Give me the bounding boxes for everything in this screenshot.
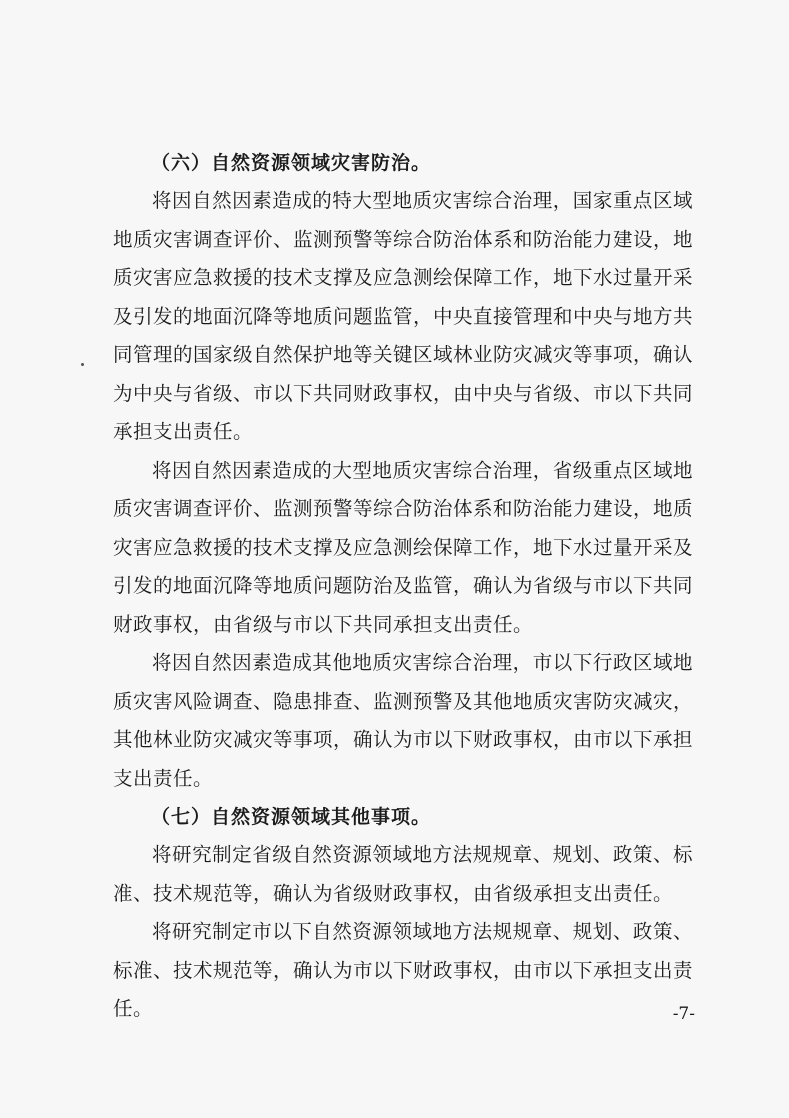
paragraph-7-1: 将研究制定省级自然资源领域地方法规规章、规划、政策、标准、技术规范等，确认为省级财政事权，由省级承担支出责任。 (113, 843, 693, 905)
paragraph-6-2: 将因自然因素造成的大型地质灾害综合治理，省级重点区域地质灾害调查评价、监测预警等综合防治体系和防治能力建设，地质灾害应急救援的技术支撑及应急测绘保障工作，地下水过量开采及引发的地面沉降等地质问题防治及监管，确认为省级与市以下共同财政事权，由省级与市以下共同承担支出责任。 (113, 458, 694, 636)
page-number: -7- (672, 1004, 695, 1024)
document-body (113, 144, 693, 1029)
paragraph-6-3: 将因自然因素造成其他地质灾害综合治理，市以下行政区域地质灾害风险调查、隐患排查、监测预警及其他地质灾害防灾减灾，其他林业防灾减灾等事项，确认为市以下财政事权，由市以下承担支出责任。 (113, 651, 694, 790)
paragraph-6-1: 将因自然因素造成的特大型地质灾害综合治理，国家重点区域地质灾害调查评价、监测预警等综合防治体系和防治能力建设，地质灾害应急救援的技术支撑及应急测绘保障工作，地下水过量开采及引发的地面沉降等地质问题监管，中央直接管理和中央与地方共同管理的国家级自然保护地等关键区域林业防灾减灾等事项，确认为中央与省级、市以下共同财政事权，由中央与省级、市以下共同承担支出责任。 (113, 189, 694, 443)
section-heading-6: （六）自然资源领域灾害防治。 (151, 152, 432, 174)
section-heading-7: （七）自然资源领域其他事项。 (151, 806, 432, 828)
paragraph-7-2: 将研究制定市以下自然资源领域地方法规规章、规划、政策、标准、技术规范等，确认为市以下财政事权，由市以下承担支出责任。 (113, 920, 694, 1020)
scan-speck (81, 363, 84, 366)
